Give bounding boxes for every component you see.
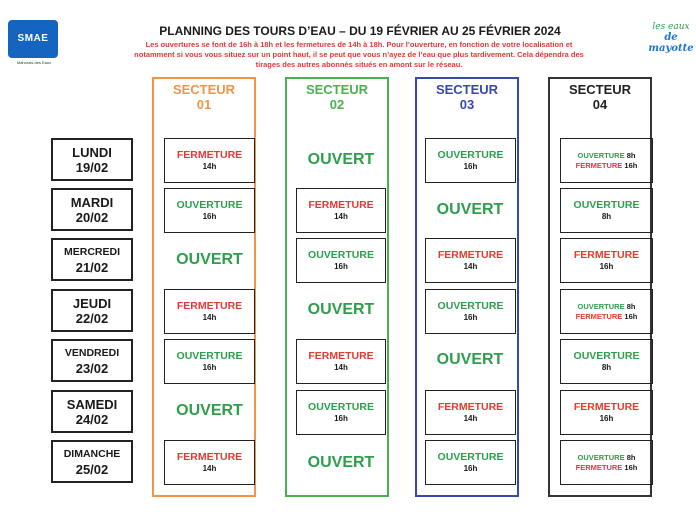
smae-logo: [8, 20, 60, 70]
sector-header-02: [287, 82, 387, 112]
cell-s4-mardi: [560, 188, 653, 233]
cell-status: FERMETURE: [308, 350, 374, 362]
subtitle-line: Les ouvertures se font de 16h à 18h et les fermetures de 14h à 18h. Pour l’ouverture, en fonction de votre localisation et: [145, 40, 573, 49]
day-label-jeudi: [51, 289, 133, 332]
cell-time: 16h: [624, 462, 638, 472]
cell-s1-jeudi: [164, 289, 255, 334]
cell-time: 14h: [202, 313, 217, 322]
cell-s4-lundi: [560, 138, 653, 183]
cell-time: 14h: [202, 464, 217, 473]
eaux-de-mayotte-logo: [646, 22, 696, 72]
day-name: VENDREDI: [64, 346, 120, 359]
cell-time: 16h: [463, 464, 478, 473]
cell-status: FERMETURE: [573, 249, 640, 261]
cell-status: FERMETURE: [437, 401, 504, 413]
sector-number: 02: [329, 97, 345, 112]
page-title: PLANNING DES TOURS D’EAU – DU 19 FÉVRIER AU 25 FÉVRIER 2024: [159, 24, 561, 38]
cell-time: 14h: [463, 414, 478, 423]
cell-line-open: [561, 151, 652, 161]
cell-status: OUVERTURE: [176, 350, 243, 362]
cell-line-close: [561, 161, 652, 171]
day-label-vendredi: [51, 339, 133, 382]
sector-number: 01: [196, 97, 212, 112]
cell-s4-mercredi: [560, 238, 653, 283]
smae-logo-subtext: Mahorais des Eaux: [16, 60, 52, 65]
cell-s1-mardi: [164, 188, 255, 233]
cell-s2-lundi: OUVERT: [307, 151, 375, 168]
day-label-dimanche: [51, 440, 133, 483]
cell-status: FERMETURE: [575, 160, 623, 170]
cell-time: 8h: [626, 452, 636, 462]
sector-header-03: [417, 82, 517, 112]
day-name: JEUDI: [72, 295, 112, 311]
day-label-lundi: [51, 138, 133, 181]
cell-s4-samedi: [560, 390, 653, 435]
cell-status: OUVERTURE: [577, 452, 625, 462]
day-date: 20/02: [75, 209, 109, 225]
cell-s2-mercredi: [296, 238, 386, 283]
sector-header-01: [154, 82, 254, 112]
cell-time: 8h: [626, 301, 636, 311]
day-label-samedi: [51, 390, 133, 433]
cell-status: OUVERTURE: [308, 249, 374, 261]
sector-number: 03: [459, 97, 475, 112]
cell-status: FERMETURE: [573, 401, 640, 413]
logo-right-bottom: de mayotte: [648, 32, 694, 54]
sector-label: SECTEUR: [305, 82, 369, 97]
cell-status: OUVERTURE: [308, 401, 374, 413]
cell-time: 14h: [334, 363, 348, 372]
cell-s3-dimanche: [425, 440, 516, 485]
cell-s3-jeudi: [425, 289, 516, 334]
cell-status: OUVERTURE: [176, 199, 243, 211]
day-name: DIMANCHE: [63, 447, 121, 460]
cell-status: OUVERTURE: [437, 451, 504, 463]
cell-line-open: [561, 302, 652, 312]
cell-s3-mardi: OUVERT: [436, 201, 504, 218]
day-date: 19/02: [75, 159, 109, 175]
cell-status: FERMETURE: [176, 300, 243, 312]
cell-s3-lundi: [425, 138, 516, 183]
cell-time: 8h: [626, 150, 636, 160]
cell-status: FERMETURE: [176, 451, 243, 463]
cell-s3-mercredi: [425, 238, 516, 283]
sector-label: SECTEUR: [435, 82, 499, 97]
cell-time: 16h: [463, 162, 478, 171]
cell-time: 16h: [334, 414, 348, 423]
cell-line-open: [561, 453, 652, 463]
day-name: MARDI: [70, 194, 114, 210]
cell-status: OUVERTURE: [437, 149, 504, 161]
cell-s1-vendredi: [164, 339, 255, 384]
cell-status: FERMETURE: [437, 249, 504, 261]
sector-header-04: [550, 82, 650, 112]
day-date: 24/02: [75, 411, 109, 427]
sector-label: SECTEUR: [568, 82, 632, 97]
smae-logo-mark: SMAE: [8, 20, 58, 58]
cell-s2-jeudi: OUVERT: [307, 301, 375, 318]
day-date: 23/02: [75, 360, 109, 376]
day-date: 21/02: [75, 259, 109, 275]
cell-time: 16h: [334, 262, 348, 271]
cell-status: OUVERTURE: [573, 350, 640, 362]
cell-time: 16h: [624, 311, 638, 321]
cell-s4-jeudi: [560, 289, 653, 334]
cell-s2-mardi: [296, 188, 386, 233]
cell-status: OUVERTURE: [437, 300, 504, 312]
subtitle-line: notamment si vous vous situez sur un point haut, il se peut que vous n’ayez de l’eau que plus tardivement. Cela dépendra des: [134, 50, 584, 59]
cell-status: OUVERTURE: [577, 301, 625, 311]
cell-s2-samedi: [296, 390, 386, 435]
cell-status: FERMETURE: [575, 462, 623, 472]
subtitle-line: tirages des autres abonnés situés en amont sur le réseau.: [255, 60, 463, 69]
day-name: SAMEDI: [66, 396, 118, 412]
day-name: MERCREDI: [63, 245, 120, 258]
cell-time: 14h: [334, 212, 348, 221]
day-name: LUNDI: [72, 144, 112, 160]
cell-time: 8h: [601, 363, 612, 372]
cell-status: FERMETURE: [575, 311, 623, 321]
cell-s4-dimanche: [560, 440, 653, 485]
cell-s2-dimanche: OUVERT: [307, 454, 375, 471]
sector-label: SECTEUR: [172, 82, 236, 97]
cell-time: 8h: [601, 212, 612, 221]
cell-status: FERMETURE: [176, 149, 243, 161]
sector-number: 04: [592, 97, 608, 112]
cell-s1-lundi: [164, 138, 255, 183]
cell-time: 16h: [599, 262, 614, 271]
cell-s1-dimanche: [164, 440, 255, 485]
day-date: 25/02: [75, 461, 109, 477]
cell-time: 16h: [463, 313, 478, 322]
page-subtitle: [86, 40, 632, 70]
day-label-mardi: [51, 188, 133, 231]
cell-time: 16h: [624, 160, 638, 170]
cell-status: FERMETURE: [308, 199, 374, 211]
day-date: 22/02: [75, 310, 109, 326]
cell-s1-samedi: OUVERT: [176, 402, 243, 419]
cell-time: 14h: [202, 162, 217, 171]
cell-s1-mercredi: OUVERT: [176, 251, 243, 268]
cell-time: 16h: [599, 414, 614, 423]
cell-s3-vendredi: OUVERT: [436, 351, 504, 368]
cell-status: OUVERTURE: [577, 150, 625, 160]
cell-s2-vendredi: [296, 339, 386, 384]
cell-time: 14h: [463, 262, 478, 271]
cell-line-close: [561, 463, 652, 473]
cell-time: 16h: [202, 363, 217, 372]
cell-s4-vendredi: [560, 339, 653, 384]
day-label-mercredi: [51, 238, 133, 281]
cell-status: OUVERTURE: [573, 199, 640, 211]
logo-right-top: les eaux: [652, 22, 690, 32]
cell-s3-samedi: [425, 390, 516, 435]
cell-time: 16h: [202, 212, 217, 221]
cell-line-close: [561, 312, 652, 322]
